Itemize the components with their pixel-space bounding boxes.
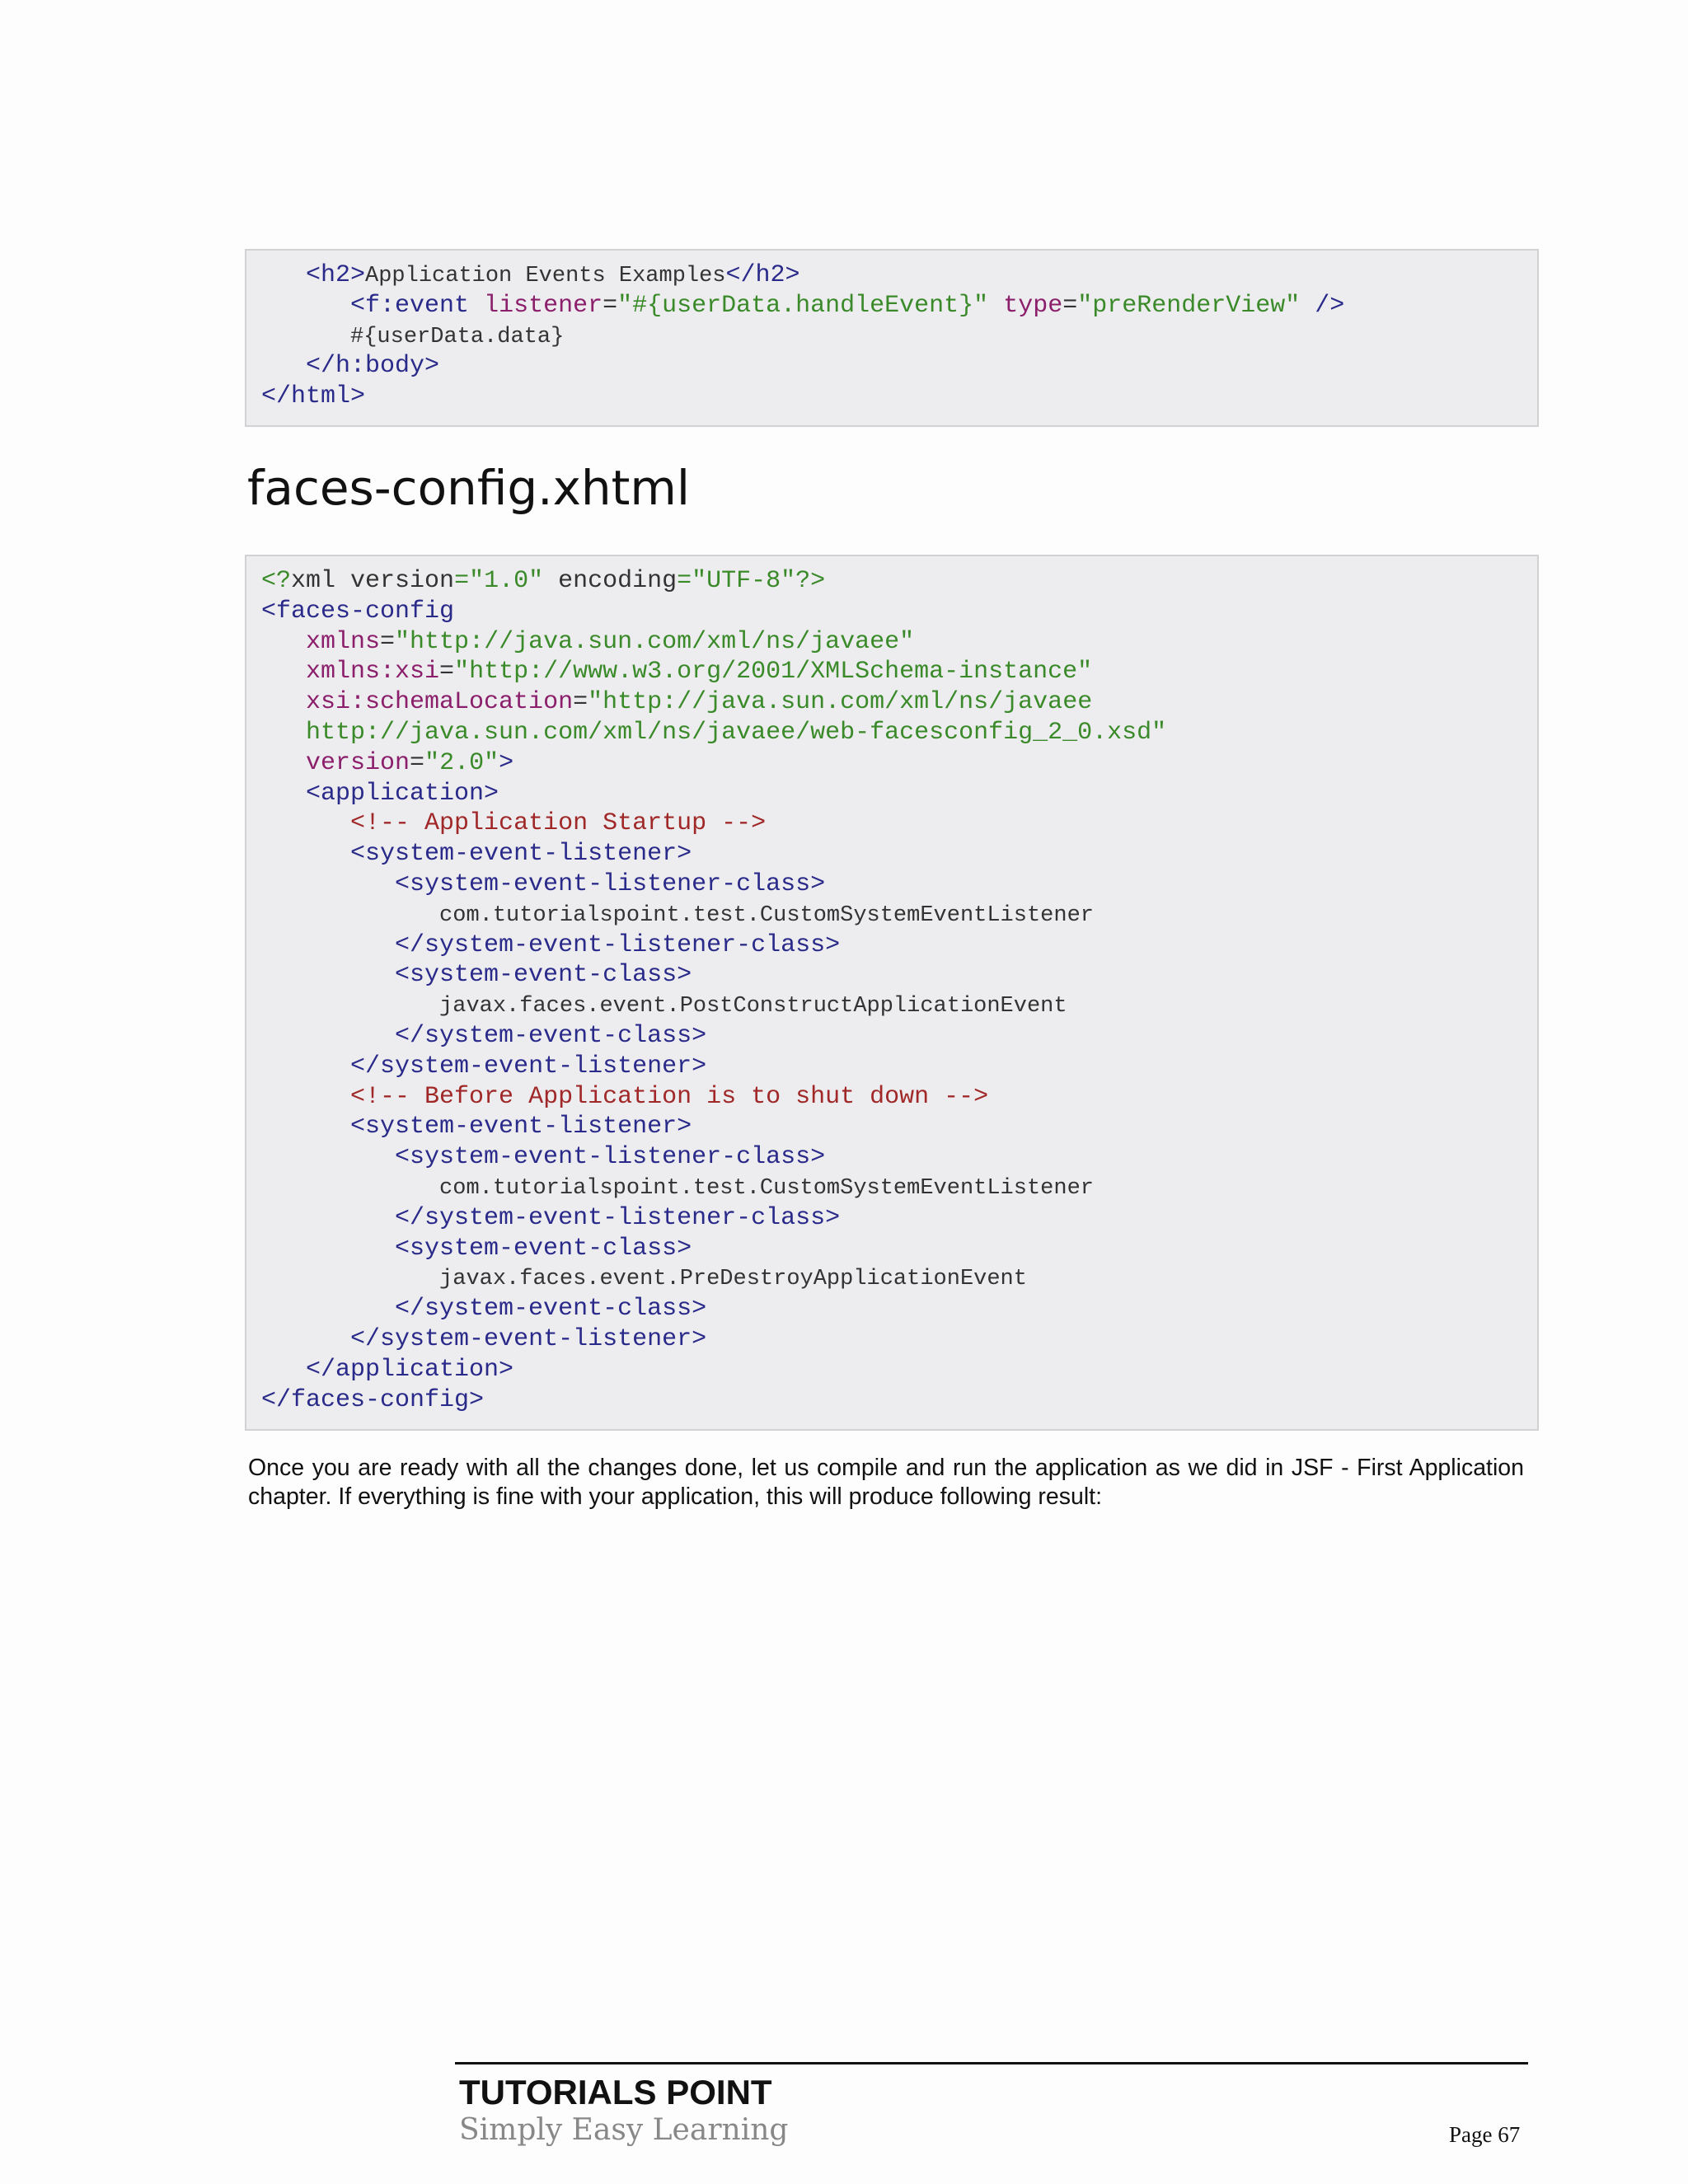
code-token: Application Events Examples <box>365 264 726 288</box>
code-token: type <box>1003 291 1063 320</box>
code-token: ?> <box>795 567 826 595</box>
code-token: "http://java.sun.com/xml/ns/javaee" <box>395 627 915 656</box>
code-line <box>261 1112 1522 1142</box>
code-line <box>261 1203 1522 1234</box>
code-token <box>261 1022 395 1050</box>
code-token <box>261 991 439 1019</box>
code-token <box>261 1143 395 1171</box>
code-token: "http://java.sun.com/xml/ns/javaee <box>588 688 1093 717</box>
code-token: <!-- Application Startup --> <box>350 809 767 838</box>
code-token: = <box>603 291 618 320</box>
code-token <box>261 628 306 656</box>
code-token: /> <box>1315 291 1345 320</box>
code-token <box>261 352 306 380</box>
code-token: = <box>410 748 425 777</box>
code-token: </system-event-listener-class> <box>395 1203 841 1232</box>
code-token: = <box>1062 291 1078 320</box>
code-token <box>261 1113 350 1141</box>
code-token <box>261 749 306 777</box>
code-token <box>261 840 350 868</box>
code-token: </application> <box>306 1355 514 1384</box>
code-token <box>261 780 306 808</box>
code-token: <system-event-class> <box>395 961 692 990</box>
code-line <box>261 808 1522 839</box>
code-token: </faces-config> <box>261 1385 485 1414</box>
footer-brand: TUTORIALS POINT <box>459 2073 772 2111</box>
footer-tagline: Simply Easy Learning <box>459 2113 789 2147</box>
body-paragraph: Once you are ready with all the changes done, let us compile and run the application as we did in JSF - First Application chapter. If everything is fine with your application, this will produce following result: <box>248 1455 1524 1510</box>
code-token <box>261 961 395 989</box>
code-token: = <box>380 627 396 656</box>
code-block-view-events <box>245 249 1539 427</box>
code-token: com.tutorialspoint.test.CustomSystemEventListener <box>439 902 1094 928</box>
code-line <box>261 718 1522 748</box>
code-line <box>261 260 1522 291</box>
code-token <box>261 1174 439 1202</box>
code-token <box>261 1264 439 1292</box>
code-token <box>261 1295 395 1323</box>
code-line <box>261 1385 1522 1416</box>
code-token <box>261 719 306 747</box>
code-token: "preRenderView" <box>1077 291 1315 320</box>
code-token: "#{userData.handleEvent}" <box>617 291 1004 320</box>
code-token <box>261 1325 350 1353</box>
code-token: xsi:schemaLocation <box>306 688 574 717</box>
code-token: javax.faces.event.PreDestroyApplicationEvent <box>439 1267 1027 1292</box>
code-token: </system-event-class> <box>395 1021 707 1050</box>
code-token <box>261 1204 395 1232</box>
code-token <box>261 809 350 837</box>
code-token <box>261 870 395 898</box>
code-line <box>261 1324 1522 1355</box>
code-token <box>261 322 350 350</box>
code-token: <system-event-listener-class> <box>395 1143 826 1172</box>
code-line <box>261 1263 1522 1294</box>
code-token: <application> <box>306 779 499 808</box>
code-token: xmlns:xsi <box>306 658 440 687</box>
code-token <box>261 1052 350 1080</box>
code-line <box>261 1082 1522 1113</box>
code-line <box>261 351 1522 382</box>
code-token: listener <box>484 291 603 320</box>
code-token: = <box>573 688 588 717</box>
code-token: = <box>439 658 455 687</box>
code-token <box>261 292 350 320</box>
code-token <box>261 1083 350 1111</box>
code-token <box>261 931 395 959</box>
page-number: Page 67 <box>1449 2122 1521 2147</box>
code-line <box>261 321 1522 352</box>
code-token: </h:body> <box>306 352 440 381</box>
code-token: </system-event-listener> <box>350 1052 707 1080</box>
code-token: <system-event-class> <box>395 1234 692 1263</box>
code-line <box>261 382 1522 412</box>
code-token: "UTF-8" <box>692 567 796 595</box>
footer-divider <box>455 2062 1528 2064</box>
code-token: </html> <box>261 382 366 411</box>
code-line <box>261 839 1522 869</box>
code-token <box>261 1356 306 1384</box>
code-line <box>261 1021 1522 1052</box>
code-line <box>261 779 1522 809</box>
code-token: javax.faces.event.PostConstructApplicationEvent <box>439 994 1067 1019</box>
code-token <box>261 261 306 289</box>
code-token: <f:event <box>350 291 485 320</box>
code-token: = <box>454 567 470 595</box>
code-token <box>261 901 439 929</box>
code-line <box>261 566 1522 597</box>
code-token: #{userData.data} <box>350 324 565 349</box>
code-line <box>261 627 1522 658</box>
code-token: <system-event-listener> <box>350 1113 692 1141</box>
code-token: <h2> <box>306 261 366 289</box>
code-line <box>261 1234 1522 1264</box>
code-token: <faces-config <box>261 597 455 626</box>
code-line <box>261 1173 1522 1203</box>
code-line <box>261 1294 1522 1324</box>
code-line <box>261 291 1522 321</box>
code-token: http://java.sun.com/xml/ns/javaee/web-facesconfig_2_0.xsd" <box>306 718 1167 747</box>
code-token: </system-event-listener> <box>350 1324 707 1353</box>
code-token: "http://www.w3.org/2001/XMLSchema-instance" <box>454 658 1093 687</box>
code-token: </system-event-class> <box>395 1295 707 1324</box>
code-token: com.tutorialspoint.test.CustomSystemEventListener <box>439 1175 1094 1201</box>
code-line <box>261 991 1522 1021</box>
code-token: version <box>306 748 410 777</box>
code-line <box>261 1355 1522 1385</box>
code-line <box>261 1052 1522 1082</box>
code-token: <? <box>261 567 292 595</box>
code-token: <system-event-listener> <box>350 840 692 869</box>
code-token: xmlns <box>306 627 381 656</box>
code-block-faces-config <box>245 555 1539 1431</box>
code-line <box>261 597 1522 627</box>
code-token: "1.0" <box>469 567 544 595</box>
code-line <box>261 657 1522 687</box>
code-token: </h2> <box>725 261 800 289</box>
code-token: "2.0" <box>424 748 499 777</box>
code-token: xml version <box>291 567 455 595</box>
code-line <box>261 930 1522 961</box>
code-token: > <box>499 748 514 777</box>
code-token: = <box>677 567 692 595</box>
code-token: <!-- Before Application is to shut down --> <box>350 1082 989 1111</box>
code-token <box>261 688 306 716</box>
section-heading: faces-config.xhtml <box>247 460 691 516</box>
code-token <box>261 1235 395 1263</box>
code-token <box>261 658 306 686</box>
code-line <box>261 748 1522 779</box>
code-line <box>261 1142 1522 1173</box>
code-token: encoding <box>543 567 678 595</box>
code-line <box>261 960 1522 991</box>
code-token: </system-event-listener-class> <box>395 930 841 959</box>
code-line <box>261 869 1522 900</box>
code-token: <system-event-listener-class> <box>395 869 826 898</box>
code-line <box>261 687 1522 718</box>
code-line <box>261 900 1522 930</box>
